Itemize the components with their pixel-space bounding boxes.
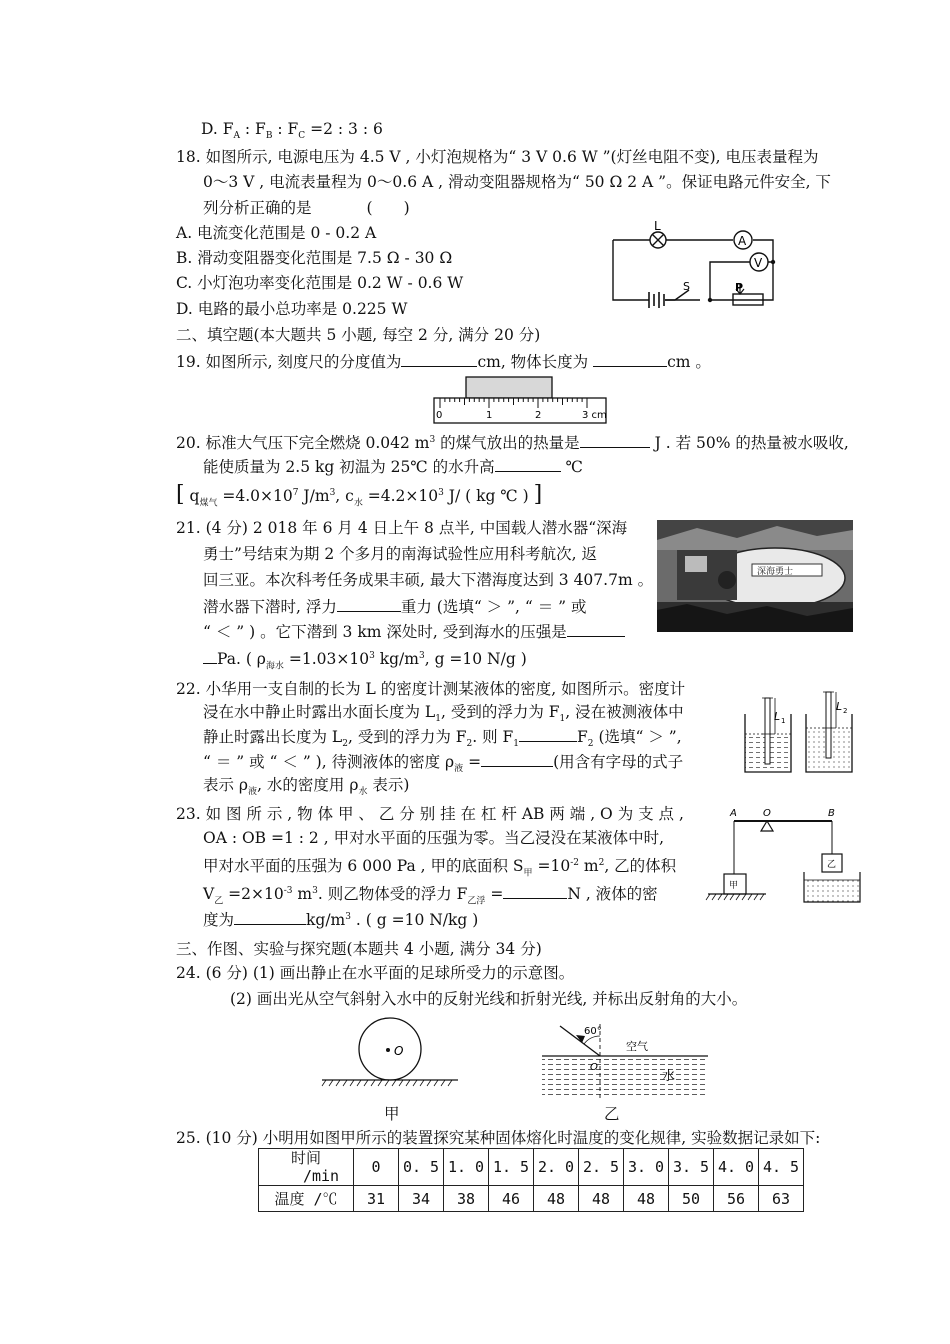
q19-text: 19. 如图所示, 刻度尺的分度值为 cm, 物体长度为 cm 。 (176, 350, 711, 373)
q18-line1: 18. 如图所示, 电源电压为 4.5 V , 小灯泡规格为“ 3 V 0.6 W ”(灯丝电阻不变), 电压表量程为 (176, 148, 819, 166)
q18-option-a: A. 电流变化范围是 0 - 0.2 A (176, 224, 377, 242)
svg-text:O: O (590, 1062, 598, 1073)
q22-line1: 22. 小华用一支自制的长为 L 的密度计测某液体的密度, 如图所示。密度计 (176, 680, 686, 698)
q23-line4: $V_乙 =2\times 10^{-3}$ $m^3$. 则乙物体受的浮力 $F_{乙浮} = N$ , 液体的密 (203, 880, 658, 912)
q24-ball-diagram (320, 1018, 460, 1090)
svg-text:2: 2 (535, 410, 542, 421)
table-cell: 2. 0 (534, 1149, 579, 1186)
q21-line1: 21. (4 分) 2 018 年 6 月 4 日上午 8 点半, 中国载人潜水器“深海 (176, 519, 628, 537)
q23-line2: OA : OB =1 : 2 , 甲对水平面的压强为零。当乙浸没在某液体中时, (203, 829, 664, 847)
table-cell: 46 (489, 1186, 534, 1212)
svg-text:水: 水 (662, 1069, 676, 1084)
svg-text:P: P (735, 281, 744, 294)
submersible-photo (657, 520, 853, 632)
table-cell: 3. 0 (624, 1149, 669, 1186)
table-cell: 63 (759, 1186, 804, 1212)
svg-text:A: A (738, 234, 747, 248)
svg-text:60°: 60° (584, 1026, 602, 1037)
q24-line1: 24. (6 分) (1) 画出静止在水平面的足球所受力的示意图。 (176, 964, 575, 982)
table-cell: 38 (444, 1186, 489, 1212)
table-cell: 1. 5 (489, 1149, 534, 1186)
q18-option-b: B. 滑动变阻器变化范围是 7.5 Ω - 30 Ω (176, 249, 453, 267)
q24-caption-yi: 乙 (604, 1105, 620, 1123)
q22-line5: 表示 $\rho_液$, 水的密度用 $\rho_水$ 表示) (203, 776, 410, 798)
q21-line6: Pa. ( $\rho_{海水} =1.03\times 10^3$ $kg/m^3$, g =10 N/g ) (203, 645, 527, 677)
svg-text:L: L (836, 700, 843, 713)
table-cell: 4. 0 (714, 1149, 759, 1186)
section-2-title: 二、填空题(本大题共 5 小题, 每空 2 分, 满分 20 分) (176, 326, 541, 344)
q24-caption-jia: 甲 (384, 1105, 400, 1123)
svg-text:乙: 乙 (827, 860, 837, 870)
q19-ruler-diagram (432, 374, 608, 426)
svg-text:L: L (774, 710, 781, 723)
table-header-time: 时间 /min (259, 1149, 354, 1186)
svg-text:3 cm: 3 cm (582, 410, 607, 421)
table-cell: 4. 5 (759, 1149, 804, 1186)
svg-text:深海勇士: 深海勇士 (757, 567, 794, 577)
svg-text:L: L (654, 219, 661, 233)
svg-text:1: 1 (486, 410, 493, 421)
table-cell: 3. 5 (669, 1149, 714, 1186)
table-cell: 0. 5 (399, 1149, 444, 1186)
q21-line2: 勇士”号结束为期 2 个多月的南海试验性应用科考航次, 返 (203, 545, 597, 563)
q23-line1: 23. 如 图 所 示 , 物 体 甲 、 乙 分 别 挂 在 杠 杆 AB 两 端 , O 为 支 点 , (176, 805, 684, 823)
q21-line4: 潜水器下潜时, 浮力 重力 (选填“ ＞ ”, “ ＝ ” 或 (203, 595, 587, 618)
q24-line2: (2) 画出光从空气斜射入水中的反射光线和折射光线, 并标出反射角的大小。 (230, 990, 748, 1008)
table-cell: 0 (354, 1149, 399, 1186)
q25-data-table (258, 1148, 804, 1212)
q21-line3: 回三亚。本次科考任务成果丰硕, 最大下潜海度达到 3 407.7m 。 (203, 571, 654, 589)
table-cell: 50 (669, 1186, 714, 1212)
q23-line3: 甲对水平面的压强为 6 000 Pa , 甲的底面积 $S_甲 =10^{-2}$ $m^2$, 乙的体积 (203, 857, 677, 879)
svg-text:V: V (754, 256, 763, 270)
table-cell: 48 (534, 1186, 579, 1212)
q18-option-c: C. 小灯泡功率变化范围是 0.2 W - 0.6 W (176, 274, 464, 292)
q18-option-d: D. 电路的最小总功率是 0.225 W (176, 300, 408, 318)
svg-text:0: 0 (436, 410, 443, 421)
q20-line1: 20. 标准大气压下完全燃烧 0.042 $m^3$ 的煤气放出的热量是 J . 若 50% 的热量被水吸收, (176, 429, 849, 454)
q22-hydrometer-diagram (742, 690, 862, 778)
svg-text:空气: 空气 (626, 1040, 648, 1053)
table-cell: 56 (714, 1186, 759, 1212)
section-3-title: 三、作图、实验与探究题(本题共 4 小题, 满分 34 分) (176, 940, 542, 958)
q17-option-d: D. $F_A$ : $F_B$ : $F_C =2$ : 3 : 6 (201, 120, 383, 142)
q24-light-diagram (540, 1022, 710, 1102)
table-cell: 1. 0 (444, 1149, 489, 1186)
svg-text:甲: 甲 (729, 881, 739, 891)
table-cell: 34 (399, 1186, 444, 1212)
q22-line2: 浸在水中静止时露出水面长度为 $L_1$, 受到的浮力为 $F_1$, 浸在被测液体中 (203, 703, 684, 725)
q23-line5: 度为 $kg/m^3$ . ( g =10 N/kg ) (203, 906, 478, 931)
svg-text:B: B (828, 808, 835, 819)
q22-line4: “ ＝ ” 或 “ ＜ ” ), 待测液体的密度 $\rho_液$ = (用含有字母的式子 (203, 750, 683, 780)
table-cell: 2. 5 (579, 1149, 624, 1186)
q21-line5: “ ＜ ” ) 。它下潜到 3 km 深处时, 受到海水的压强是 (203, 620, 625, 643)
table-row-temp (259, 1186, 804, 1212)
q20-line2: 能使质量为 2.5 kg 初温为 25℃ 的水升高 ℃ (203, 455, 583, 478)
table-row-time (259, 1149, 804, 1186)
svg-text:2: 2 (843, 707, 848, 715)
table-cell: 48 (579, 1186, 624, 1212)
svg-text:S: S (683, 280, 690, 293)
q20-constants: [ $q_{煤气} =4.0\times 10^7$ $J/m^3$, $c_水 =4.2\times 10^3$ J/ ( kg ℃ ) ] (176, 482, 543, 509)
svg-text:A: A (730, 808, 737, 819)
q18-circuit-diagram (605, 219, 790, 312)
svg-text:O: O (394, 1044, 404, 1058)
table-cell: 48 (624, 1186, 669, 1212)
q25-line1: 25. (10 分) 小明用如图甲所示的装置探究某种固体熔化时温度的变化规律, 实验数据记录如下: (176, 1129, 821, 1147)
svg-text:1: 1 (781, 717, 786, 725)
table-header-temp: 温度 /℃ (259, 1186, 354, 1212)
table-cell: 31 (354, 1186, 399, 1212)
football-icon (359, 1018, 421, 1080)
q18-line2: 0～3 V , 电流表量程为 0～0.6 A , 滑动变阻器规格为“ 50 Ω 2 A ”。保证电路元件安全, 下 (203, 173, 831, 191)
q18-line3: 列分析正确的是 ( ) (203, 199, 410, 217)
q23-lever-diagram (706, 804, 866, 910)
q22-line3: 静止时露出长度为 $L_2$, 受到的浮力为 $F_2$. 则 $F_1$ $F_2$ (选填“ ＞ ”, (203, 725, 682, 755)
svg-text:O: O (763, 808, 771, 819)
